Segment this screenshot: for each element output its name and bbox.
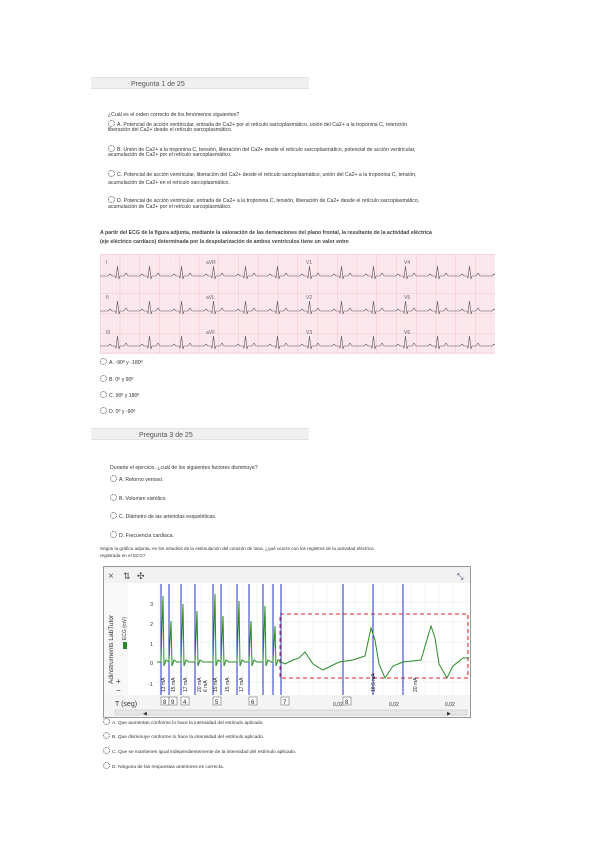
x-axis-label: T (seg) (115, 701, 138, 708)
close-icon[interactable]: × (108, 571, 114, 582)
y-tick: 2 (150, 622, 154, 628)
question-3-header-text: Pregunta 3 de 25 (139, 432, 193, 439)
ecg-lead-label: II (106, 295, 109, 301)
ecg-lead-label: aVL (206, 295, 215, 301)
question-3-prompt: Durante el ejercicio, ¿cuál de los siguientes factores disminuye? (110, 465, 258, 471)
series-color-swatch (123, 642, 127, 649)
question-4-option-a[interactable]: A. Que aumentan conforme lo hace la intensidad del estímulo aplicado. (103, 718, 264, 727)
stimulus-label: 17 mA (183, 677, 189, 692)
resize-icon[interactable]: ⤡ (457, 572, 464, 581)
question-1-option-d[interactable]: D. Potencial de acción ventricular, entrada de Ca2+ a la troponina C, tensión, liberación de Ca2+ desde el retículo sarcoplasmático, (108, 196, 419, 205)
radio-icon[interactable] (108, 145, 115, 152)
question-3-option-c[interactable]: C. Diámetro de las arteriolas esqueléticas. (110, 512, 216, 521)
question-3-option-a[interactable]: A. Retorno venoso. (110, 475, 163, 484)
question-1-option-a-cont: liberación del Ca2+ desde el retículo sarcoplasmático. (108, 127, 233, 133)
stimulus-label: 15 mA (225, 677, 231, 692)
question-2-prompt-1: A partir del ECG de la figura adjunta, mediante la valoración de las derivaciones del plano frontal, la resultante de la actividad eléctrica (100, 230, 432, 236)
stimulus-label: 15 mA (171, 677, 177, 692)
y-tick: -1 (148, 682, 153, 688)
ecg-lead-label: V1 (306, 260, 313, 266)
radio-icon[interactable] (108, 196, 115, 203)
question-2-option-a[interactable]: A. -90º y -180º (100, 358, 143, 367)
radio-icon[interactable] (103, 762, 110, 769)
ecg-lead-label: aVF (206, 330, 216, 336)
ecg-lead-label: V4 (404, 260, 411, 266)
question-1-option-c[interactable]: C. Potencial de acción ventricular, liberación del Ca2+ desde el retículo sarcoplasmático, unión del Ca2+ a la troponina C, tensión, (108, 170, 417, 179)
question-3-option-d[interactable]: D. Frecuencia cardiaca. (110, 531, 174, 540)
question-4-prompt-2: registrada en el ECG? (100, 553, 146, 558)
question-2-option-c[interactable]: C. 90º y 180º (100, 391, 139, 400)
marker-number: 8 (345, 700, 349, 706)
question-1-option-a[interactable]: A. Potencial de acción ventricular, entrada de Ca2+ por el retículo sarcoplasmático, unión del Ca2+ a la troponina C, retención (108, 120, 407, 129)
question-1-option-c-cont: acumulación de Ca2+ en el retículo sarcoplasmático. (108, 180, 230, 186)
y-tick: 0 (150, 661, 154, 667)
radio-icon[interactable] (100, 358, 107, 365)
radio-icon[interactable] (103, 718, 110, 725)
question-1-option-b-cont: acumulación de Ca2+ por el retículo sarcoplasmático. (108, 152, 232, 158)
stimulus-label: 6 mA (203, 680, 209, 692)
x-tick: 0,02 (445, 702, 455, 708)
question-2-option-b[interactable]: B. 0º y 90º (100, 375, 133, 384)
sliders-icon[interactable]: ⇅ (123, 571, 131, 581)
marker-number: 6 (251, 700, 255, 706)
x-tick: 0,02 (389, 702, 399, 708)
question-4-prompt-1: Según la gráfica adjunta, en los estudios de la estimulación del corazón de rana, ¿qué ocurre con los registros de la actividad eléctrica (100, 546, 374, 551)
question-1-option-d-cont: acumulación de Ca2+ por el retículo sarcoplasmático. (108, 204, 232, 210)
radio-icon[interactable] (108, 120, 115, 127)
scrollbar[interactable] (115, 710, 467, 715)
stimulus-label: 13 mA (161, 677, 167, 692)
stimulus-label: 18,5 mA (371, 673, 377, 692)
radio-icon[interactable] (110, 475, 117, 482)
radio-icon[interactable] (100, 391, 107, 398)
minus-button[interactable]: − (116, 686, 121, 695)
axis-label: Adinstruments LabTutor (108, 614, 115, 684)
radio-icon[interactable] (100, 375, 107, 382)
ecg-figure (100, 254, 495, 354)
ecg-lead-label: V6 (404, 330, 411, 336)
radio-icon[interactable] (110, 494, 117, 501)
marker-number: 4 (183, 700, 187, 706)
unit-label: ECG (mV) (122, 616, 128, 640)
ecg-lead-label: aVR (206, 260, 216, 266)
scroll-right-icon[interactable]: ▶ (447, 711, 451, 717)
question-1-prompt: ¿Cuál es el orden correcto de los fenómenos siguientes? (108, 112, 240, 118)
ecg-lead-label: I (106, 260, 108, 266)
question-1-header-text: Pregunta 1 de 25 (131, 81, 185, 88)
radio-icon[interactable] (103, 747, 110, 754)
marker-number: 9 (171, 700, 175, 706)
y-tick: 1 (150, 642, 154, 648)
question-3-option-b[interactable]: B. Volumen sistólico. (110, 494, 167, 503)
stimulus-label: 17 mA (239, 677, 245, 692)
plus-button[interactable]: + (116, 677, 121, 686)
radio-icon[interactable] (110, 531, 117, 538)
question-2-option-d[interactable]: D. 0º y -90º (100, 407, 135, 416)
stimulus-label: 20 mA (413, 677, 419, 692)
ecg-lead-label: V3 (306, 330, 313, 336)
ecg-recording-plot (103, 566, 471, 718)
gear-icon[interactable]: ✣ (137, 571, 145, 581)
stimulus-label: 15 mA (213, 677, 219, 692)
ecg-lead-label: V2 (306, 295, 313, 301)
question-1-option-b[interactable]: B. Unión de Ca2+ a la troponina C, tensión, liberación del Ca2+ desde el retículo sarcoplasmático, potencial de acción ventricular, (108, 145, 415, 154)
radio-icon[interactable] (108, 170, 115, 177)
ecg-lead-label: III (106, 330, 111, 336)
question-4-option-b[interactable]: B. Que disminuye conforme lo hace la intensidad del estímulo aplicado. (103, 732, 264, 741)
marker-number: 8 (163, 700, 167, 706)
marker-number: 5 (215, 700, 219, 706)
marker-number: 7 (283, 700, 287, 706)
question-4-option-d[interactable]: D. Ninguna de las respuestas anteriores es correcta. (103, 762, 224, 771)
question-2-prompt-2: (eje eléctrico cardíaco) determinada por la despolarización de ambos ventrículos tiene un valor entre (100, 239, 349, 245)
radio-icon[interactable] (103, 732, 110, 739)
ecg-lead-label: V5 (404, 295, 411, 301)
x-tick: 0,02 (333, 702, 343, 708)
question-3-header (91, 428, 309, 440)
y-tick: 3 (150, 602, 154, 608)
stimulus-label: 20 mA (197, 677, 203, 692)
question-1-header (91, 77, 309, 89)
radio-icon[interactable] (110, 512, 117, 519)
scroll-left-icon[interactable]: ◀ (143, 711, 147, 717)
radio-icon[interactable] (100, 407, 107, 414)
question-4-option-c[interactable]: C. Que se mantienen igual independientemente de la intensidad del estímulo aplicado. (103, 747, 296, 756)
